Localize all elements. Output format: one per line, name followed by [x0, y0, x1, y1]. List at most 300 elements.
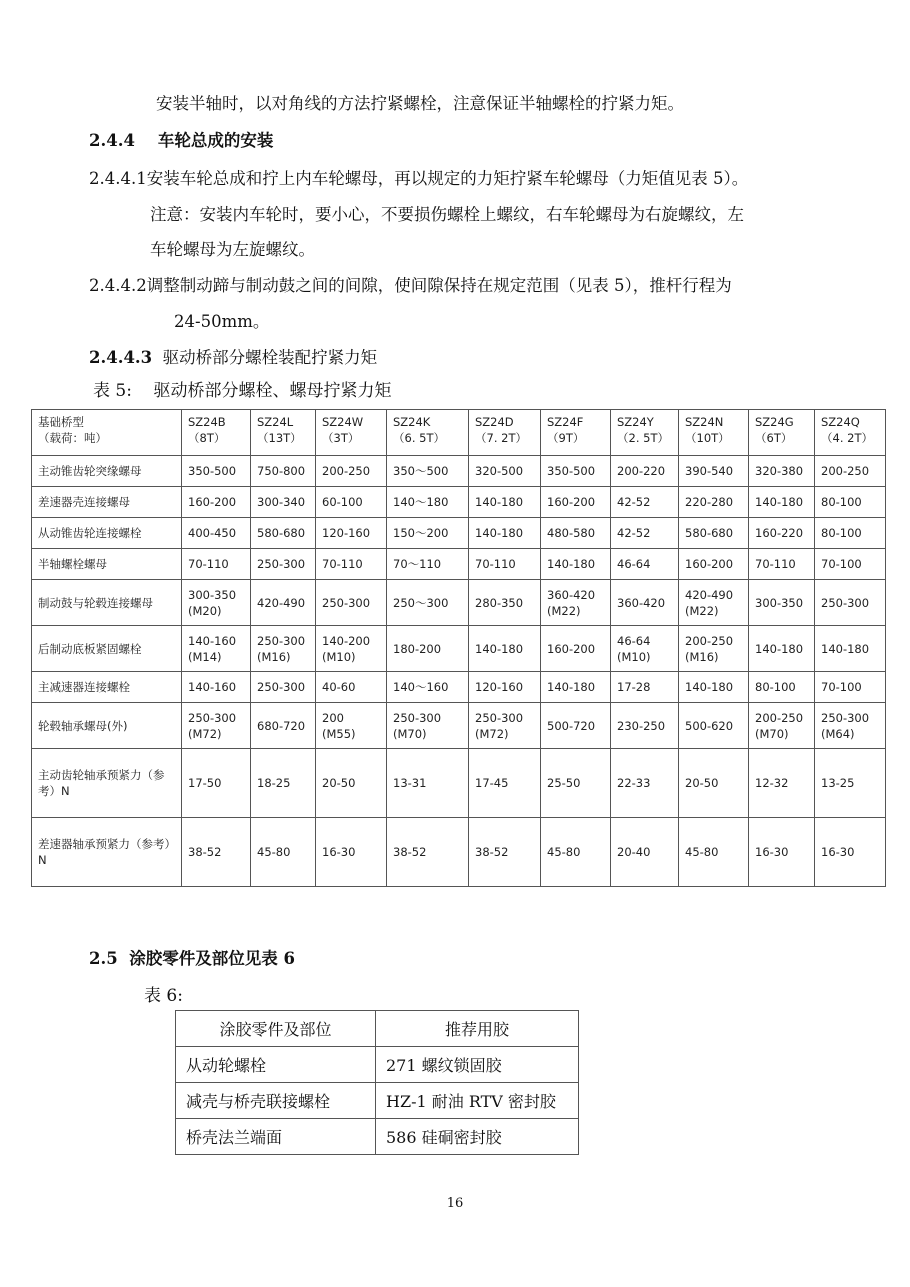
- item-2-4-4-1: [89, 168, 748, 190]
- torque-cell: [815, 518, 886, 549]
- torque-value: 390-540: [685, 464, 734, 478]
- torque-cell: [749, 580, 815, 626]
- heading-title: 车轮总成的安装: [157, 131, 274, 150]
- torque-cell: [815, 818, 886, 887]
- torque-cell: [541, 580, 611, 626]
- torque-cell: [611, 549, 679, 580]
- torque-value: 200-250: [755, 710, 804, 725]
- torque-value: 17-28: [617, 680, 651, 694]
- torque-cell: [387, 456, 469, 487]
- torque-value: 150～200: [393, 526, 449, 540]
- heading-2-4-4: [89, 130, 273, 152]
- torque-cell: [387, 580, 469, 626]
- torque-value: 60-100: [322, 495, 363, 509]
- torque-value: 45-80: [547, 845, 581, 859]
- table5-caption: 表 5: 驱动桥部分螺栓、螺母拧紧力矩: [93, 381, 392, 401]
- torque-value: 70～110: [393, 557, 442, 571]
- header-label-line2: （载荷：吨）: [38, 431, 107, 445]
- torque-cell: [541, 487, 611, 518]
- torque-value: 160-200: [188, 495, 237, 509]
- torque-value: 280-350: [475, 595, 524, 610]
- torque-cell: [679, 818, 749, 887]
- torque-cell: [182, 749, 251, 818]
- torque-cell: [469, 703, 541, 749]
- table6-header-row: [176, 1011, 579, 1047]
- torque-value: 140～160: [393, 680, 449, 694]
- heading-number: 2.4.4: [89, 131, 135, 150]
- torque-value: 420-490: [685, 587, 734, 602]
- torque-cell: [611, 487, 679, 518]
- torque-cell: [815, 749, 886, 818]
- torque-value: 480-580: [547, 526, 596, 540]
- torque-value: 16-30: [821, 845, 855, 859]
- torque-cell: [541, 818, 611, 887]
- torque-cell: [182, 626, 251, 672]
- model-load: （7. 2T）: [475, 431, 527, 445]
- model-name: SZ24N: [685, 415, 724, 429]
- table5-row: [32, 518, 886, 549]
- torque-value: 160-200: [685, 557, 734, 571]
- table6-row: [176, 1119, 579, 1155]
- model-name: SZ24Y: [617, 415, 654, 429]
- torque-value: 350～500: [393, 464, 449, 478]
- torque-value: 140-180: [475, 641, 524, 656]
- torque-value: 80-100: [821, 526, 862, 540]
- header-model-cell: [469, 410, 541, 456]
- torque-value: 120-160: [475, 680, 524, 694]
- torque-value: (M14): [188, 649, 222, 664]
- torque-value: (M16): [257, 649, 291, 664]
- torque-cell: [749, 626, 815, 672]
- table6-caption: 表 6:: [144, 986, 183, 1006]
- torque-cell: [679, 549, 749, 580]
- torque-value: 17-50: [188, 776, 222, 790]
- torque-value: 22-33: [617, 776, 651, 790]
- torque-cell: [469, 749, 541, 818]
- table5-row: [32, 456, 886, 487]
- model-name: SZ24Q: [821, 415, 860, 429]
- torque-value: 12-32: [755, 776, 789, 790]
- torque-cell: [749, 703, 815, 749]
- torque-cell: [679, 456, 749, 487]
- part-cell: 减壳与桥壳联接螺栓: [176, 1083, 376, 1119]
- torque-value: 140-180: [475, 526, 524, 540]
- torque-value: 200: [322, 710, 344, 725]
- torque-cell: [815, 703, 886, 749]
- torque-value: 45-80: [685, 845, 719, 859]
- model-name: SZ24W: [322, 415, 364, 429]
- torque-cell: [541, 703, 611, 749]
- torque-value: 160-200: [547, 495, 596, 509]
- torque-cell: [387, 703, 469, 749]
- torque-cell: [251, 626, 316, 672]
- torque-cell: [182, 818, 251, 887]
- torque-value: 140-160: [188, 680, 237, 694]
- row-label: 制动鼓与轮毂连接螺母: [32, 580, 182, 626]
- model-load: （9T）: [547, 431, 585, 445]
- torque-cell: [316, 749, 387, 818]
- header-model-cell: [611, 410, 679, 456]
- torque-cell: [251, 818, 316, 887]
- item-number: 2.4.4.2: [89, 276, 147, 295]
- torque-cell: [182, 580, 251, 626]
- torque-value: 140-180: [547, 557, 596, 571]
- torque-value: 46-64: [617, 633, 651, 648]
- model-name: SZ24D: [475, 415, 514, 429]
- torque-value: 250-300: [257, 680, 306, 694]
- torque-value: (M10): [322, 649, 356, 664]
- torque-cell: [469, 518, 541, 549]
- torque-cell: [251, 580, 316, 626]
- torque-value: 42-52: [617, 526, 651, 540]
- model-load: （3T）: [322, 431, 360, 445]
- torque-value: 300-350: [188, 587, 237, 602]
- table5-row: [32, 580, 886, 626]
- torque-value: 200-250: [821, 464, 870, 478]
- torque-value: 16-30: [322, 845, 356, 859]
- model-load: （8T）: [188, 431, 226, 445]
- row-label: 差速器轴承预紧力（参考）N: [32, 818, 182, 887]
- adhesive-cell: 586 硅硐密封胶: [376, 1119, 579, 1155]
- torque-value: 20-50: [322, 776, 356, 790]
- table6-header-cell: 推荐用胶: [376, 1011, 579, 1047]
- torque-cell: [469, 818, 541, 887]
- item-2-4-4-2-line2: 24-50mm。: [174, 312, 270, 331]
- torque-cell: [679, 703, 749, 749]
- page-number: 16: [446, 1196, 464, 1211]
- torque-value: 70-110: [322, 557, 363, 571]
- torque-value: (M70): [755, 726, 789, 741]
- model-load: （2. 5T）: [617, 431, 669, 445]
- row-label: 半轴螺栓螺母: [32, 549, 182, 580]
- header-model-cell: [541, 410, 611, 456]
- torque-value: 400-450: [188, 526, 237, 540]
- adhesive-cell: 271 螺纹锁固胶: [376, 1047, 579, 1083]
- table5-row: [32, 703, 886, 749]
- torque-value: 38-52: [393, 845, 427, 859]
- torque-value: 42-52: [617, 495, 651, 509]
- torque-cell: [251, 487, 316, 518]
- torque-value: 17-45: [475, 776, 509, 790]
- header-model-cell: [387, 410, 469, 456]
- torque-cell: [469, 549, 541, 580]
- torque-cell: [387, 549, 469, 580]
- torque-cell: [541, 549, 611, 580]
- torque-value: 250-300: [257, 557, 306, 571]
- torque-value: 320-380: [755, 464, 804, 478]
- header-model-cell: [316, 410, 387, 456]
- torque-cell: [387, 818, 469, 887]
- torque-value: 500-720: [547, 718, 596, 733]
- torque-cell: [679, 580, 749, 626]
- torque-cell: [387, 626, 469, 672]
- torque-value: 160-220: [755, 526, 804, 540]
- item-text: 调整制动蹄与制动鼓之间的间隙，使间隙保持在规定范围（见表 5），推杆行程为: [146, 276, 732, 295]
- torque-value: 160-200: [547, 641, 596, 656]
- row-label: 主减速器连接螺栓: [32, 672, 182, 703]
- torque-value: 360-420: [617, 595, 666, 610]
- torque-cell: [469, 456, 541, 487]
- model-name: SZ24B: [188, 415, 226, 429]
- torque-value: 350-500: [547, 464, 596, 478]
- torque-cell: [541, 672, 611, 703]
- torque-value: 250-300: [393, 710, 442, 725]
- torque-value: 140-180: [755, 495, 804, 509]
- row-label: 主动齿轮轴承预紧力（参考）N: [32, 749, 182, 818]
- torque-cell: [387, 518, 469, 549]
- torque-table: [31, 409, 886, 887]
- note-line-1: 注意：安装内车轮时，要小心，不要损伤螺栓上螺纹，右车轮螺母为右旋螺纹，左: [150, 205, 744, 224]
- model-load: （10T）: [685, 431, 730, 445]
- torque-cell: [611, 456, 679, 487]
- torque-value: 70-100: [821, 680, 862, 694]
- torque-cell: [251, 456, 316, 487]
- torque-cell: [469, 580, 541, 626]
- torque-cell: [815, 549, 886, 580]
- torque-cell: [182, 549, 251, 580]
- torque-value: 200-250: [322, 464, 371, 478]
- heading-title: 涂胶零件及部位见表 6: [129, 949, 295, 968]
- torque-value: 140-160: [188, 633, 237, 648]
- torque-value: 320-500: [475, 464, 524, 478]
- torque-cell: [749, 456, 815, 487]
- torque-cell: [182, 518, 251, 549]
- torque-value: (M55): [322, 726, 356, 741]
- torque-value: 16-30: [755, 845, 789, 859]
- torque-value: 46-64: [617, 557, 651, 571]
- row-label: 轮毂轴承螺母(外): [32, 703, 182, 749]
- torque-value: 350-500: [188, 464, 237, 478]
- torque-cell: [251, 549, 316, 580]
- torque-cell: [469, 672, 541, 703]
- torque-cell: [815, 487, 886, 518]
- torque-cell: [469, 626, 541, 672]
- torque-value: 25-50: [547, 776, 581, 790]
- torque-cell: [316, 487, 387, 518]
- torque-cell: [541, 749, 611, 818]
- torque-value: 250-300: [821, 595, 870, 610]
- header-model-cell: [815, 410, 886, 456]
- torque-cell: [387, 749, 469, 818]
- torque-cell: [316, 703, 387, 749]
- torque-value: (M16): [685, 649, 719, 664]
- torque-value: (M10): [617, 649, 651, 664]
- part-cell: 从动轮螺栓: [176, 1047, 376, 1083]
- torque-cell: [541, 626, 611, 672]
- torque-value: 80-100: [821, 495, 862, 509]
- torque-value: (M72): [188, 726, 222, 741]
- torque-cell: [815, 672, 886, 703]
- torque-value: 300-340: [257, 495, 306, 509]
- torque-cell: [679, 672, 749, 703]
- torque-cell: [251, 749, 316, 818]
- torque-cell: [749, 749, 815, 818]
- heading-number: 2.4.4.3: [89, 348, 153, 367]
- torque-value: 250-300: [188, 710, 237, 725]
- torque-cell: [611, 518, 679, 549]
- table5-row: [32, 626, 886, 672]
- torque-cell: [749, 672, 815, 703]
- torque-cell: [387, 672, 469, 703]
- torque-cell: [541, 456, 611, 487]
- torque-value: 120-160: [322, 526, 371, 540]
- torque-cell: [316, 518, 387, 549]
- torque-value: 500-620: [685, 718, 734, 733]
- torque-cell: [251, 672, 316, 703]
- model-name: SZ24F: [547, 415, 584, 429]
- heading-2-4-4-3: [89, 347, 377, 369]
- torque-value: 140-180: [755, 641, 804, 656]
- table5-header-row: [32, 410, 886, 456]
- torque-cell: [815, 456, 886, 487]
- torque-cell: [182, 672, 251, 703]
- torque-cell: [316, 580, 387, 626]
- torque-value: 200-250: [685, 633, 734, 648]
- heading-number: 2.5: [89, 949, 118, 968]
- row-label: 后制动底板紧固螺栓: [32, 626, 182, 672]
- torque-value: 18-25: [257, 776, 291, 790]
- torque-cell: [679, 518, 749, 549]
- torque-value: 200-220: [617, 464, 666, 478]
- torque-cell: [182, 703, 251, 749]
- table5-row: [32, 818, 886, 887]
- torque-value: 680-720: [257, 718, 306, 733]
- torque-cell: [251, 703, 316, 749]
- torque-value: 580-680: [685, 526, 734, 540]
- header-model-cell: [749, 410, 815, 456]
- torque-value: 360-420: [547, 587, 596, 602]
- table5-row: [32, 749, 886, 818]
- model-load: （6. 5T）: [393, 431, 445, 445]
- header-label-line1: 基础桥型: [38, 415, 84, 429]
- header-model-cell: [251, 410, 316, 456]
- header-model-cell: [679, 410, 749, 456]
- torque-value: (M72): [475, 726, 509, 741]
- note-line-2: 车轮螺母为左旋螺纹。: [150, 240, 315, 259]
- item-2-4-4-2: [89, 275, 732, 297]
- row-label: 差速器壳连接螺母: [32, 487, 182, 518]
- adhesive-cell: HZ-1 耐油 RTV 密封胶: [376, 1083, 579, 1119]
- torque-cell: [749, 818, 815, 887]
- torque-value: 140-180: [547, 680, 596, 694]
- torque-value: 580-680: [257, 526, 306, 540]
- torque-value: 20-40: [617, 845, 651, 859]
- torque-value: 250-300: [821, 710, 870, 725]
- torque-value: 38-52: [475, 845, 509, 859]
- paragraph-half-shaft: 安装半轴时，以对角线的方法拧紧螺栓，注意保证半轴螺栓的拧紧力矩。: [156, 94, 684, 113]
- torque-cell: [679, 626, 749, 672]
- table5-row: [32, 549, 886, 580]
- item-text: 安装车轮总成和拧上内车轮螺母，再以规定的力矩拧紧车轮螺母（力矩值见表 5）。: [146, 169, 749, 188]
- model-load: （6T）: [755, 431, 793, 445]
- torque-value: 250-300: [475, 710, 524, 725]
- torque-cell: [611, 672, 679, 703]
- torque-cell: [316, 818, 387, 887]
- torque-cell: [815, 626, 886, 672]
- model-name: SZ24K: [393, 415, 431, 429]
- torque-cell: [182, 487, 251, 518]
- torque-cell: [611, 580, 679, 626]
- torque-value: 70-110: [475, 557, 516, 571]
- torque-value: 250-300: [322, 595, 371, 610]
- torque-cell: [749, 518, 815, 549]
- torque-value: 13-25: [821, 776, 855, 790]
- torque-value: (M20): [188, 603, 222, 618]
- torque-value: 140-180: [821, 641, 870, 656]
- torque-value: 70-110: [755, 557, 796, 571]
- torque-cell: [469, 487, 541, 518]
- torque-value: 20-50: [685, 776, 719, 790]
- torque-cell: [541, 518, 611, 549]
- torque-cell: [316, 549, 387, 580]
- torque-value: (M70): [393, 726, 427, 741]
- torque-cell: [611, 818, 679, 887]
- torque-cell: [251, 518, 316, 549]
- torque-cell: [387, 487, 469, 518]
- model-load: （4. 2T）: [821, 431, 873, 445]
- torque-value: 230-250: [617, 718, 666, 733]
- torque-value: 140-180: [685, 680, 734, 694]
- table6-row: [176, 1083, 579, 1119]
- heading-2-5: [89, 948, 295, 970]
- row-label: 从动锥齿轮连接螺栓: [32, 518, 182, 549]
- torque-value: (M64): [821, 726, 855, 741]
- torque-value: 300-350: [755, 595, 804, 610]
- model-name: SZ24G: [755, 415, 794, 429]
- torque-value: 38-52: [188, 845, 222, 859]
- torque-cell: [611, 749, 679, 818]
- torque-cell: [611, 626, 679, 672]
- torque-value: 750-800: [257, 464, 306, 478]
- torque-cell: [316, 456, 387, 487]
- torque-cell: [815, 580, 886, 626]
- torque-value: 40-60: [322, 680, 356, 694]
- torque-value: 140～180: [393, 495, 449, 509]
- table5-row: [32, 672, 886, 703]
- torque-cell: [182, 456, 251, 487]
- torque-cell: [611, 703, 679, 749]
- torque-cell: [679, 487, 749, 518]
- torque-value: 45-80: [257, 845, 291, 859]
- table6-row: [176, 1047, 579, 1083]
- torque-value: 80-100: [755, 680, 796, 694]
- torque-value: 70-110: [188, 557, 229, 571]
- torque-value: 420-490: [257, 595, 306, 610]
- torque-value: 180-200: [393, 641, 442, 656]
- torque-value: 140-180: [475, 495, 524, 509]
- table5-row: [32, 487, 886, 518]
- header-label-cell: [32, 410, 182, 456]
- table6-header-cell: 涂胶零件及部位: [176, 1011, 376, 1047]
- torque-value: 220-280: [685, 495, 734, 509]
- torque-value: (M22): [547, 603, 581, 618]
- torque-value: 250-300: [257, 633, 306, 648]
- torque-value: (M22): [685, 603, 719, 618]
- torque-value: 140-200: [322, 633, 371, 648]
- heading-title: 驱动桥部分螺栓装配拧紧力矩: [162, 348, 378, 367]
- torque-cell: [749, 549, 815, 580]
- torque-cell: [316, 672, 387, 703]
- part-cell: 桥壳法兰端面: [176, 1119, 376, 1155]
- adhesive-table: [175, 1010, 579, 1155]
- header-model-cell: [182, 410, 251, 456]
- torque-value: 70-100: [821, 557, 862, 571]
- torque-cell: [749, 487, 815, 518]
- model-load: （13T）: [257, 431, 302, 445]
- torque-value: 250～300: [393, 595, 449, 610]
- item-number: 2.4.4.1: [89, 169, 147, 188]
- torque-value: 13-31: [393, 776, 427, 790]
